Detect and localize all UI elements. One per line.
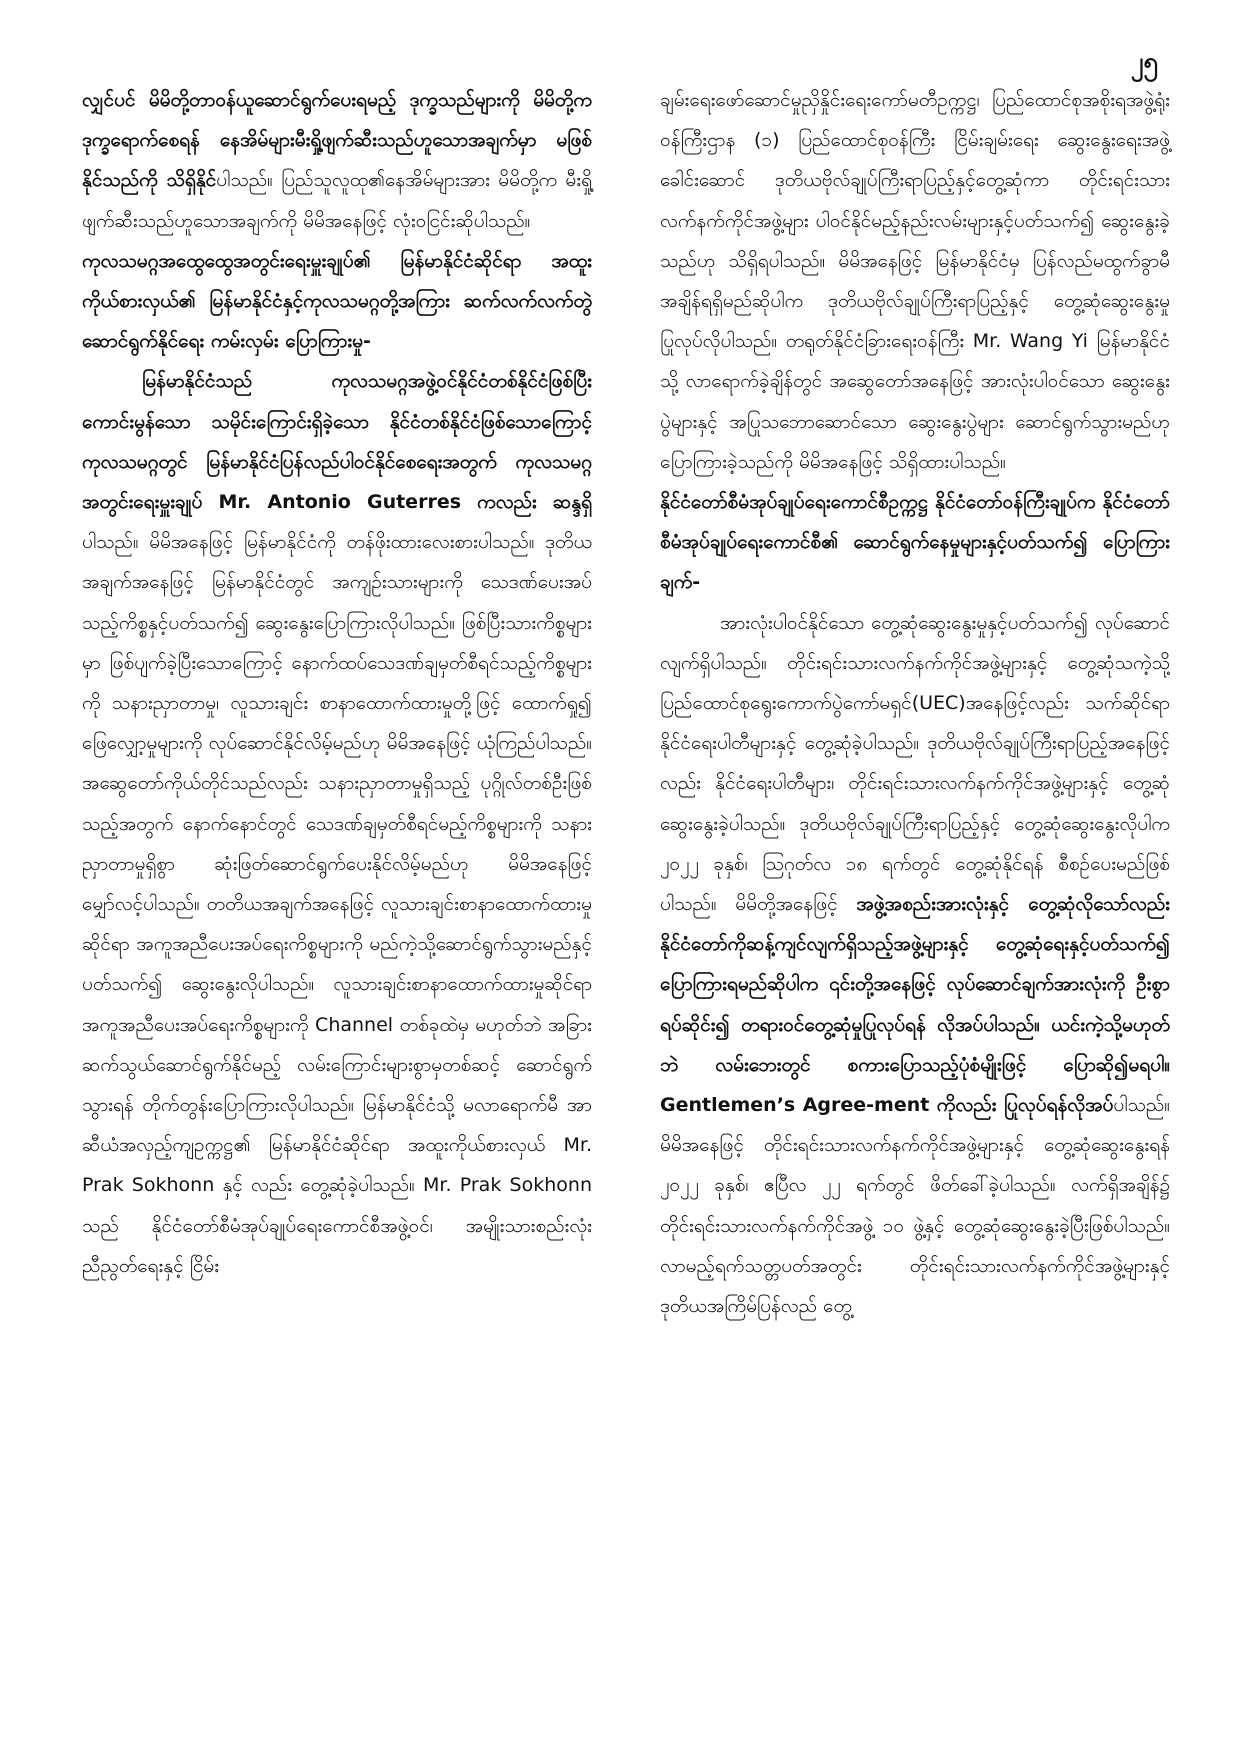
section-heading-un-envoy: ကုလသမဂ္ဂအထွေထွေအတွင်းရေးမှူးချုပ်၏ မြန်မာနိုင်ငံဆိုင်ရာ အထူးကိုယ်စားလှယ်၏ မြန်မာနိုင်ငံနှင့်ကုလသမဂ္ဂတို့အကြား ဆက်လက်လက်တွဲဆောင်ရွက်နိုင်ရေး ကမ်းလှမ်း ပြောကြားမှု-: [82, 249, 592, 353]
bold-statement: လျှင်ပင် မိမိတို့တာဝန်ယူဆောင်ရွက်ပေးရမည့် ဒုက္ခသည်များကို မိမိတို့က ဒုက္ခရောက်စေရန် နေအိမ်များမီးရှို့ဖျက်ဆီးသည်ဟူသောအချက်မှာ မဖြစ်နိုင်သည်ကို သိရှိနိုင်: [82, 89, 592, 192]
paragraph-refugee-homes: [82, 80, 592, 241]
paragraph-un-membership: [82, 361, 592, 1286]
right-column: [660, 80, 1170, 1326]
bold-statement: အဖွဲ့အစည်းအားလုံးနှင့် တွေ့ဆုံလိုသော်လည်း နိုင်ငံတော်ကိုဆန့်ကျင်လျက်ရှိသည့်အဖွဲ့များနှင့် တွေ့ဆုံရေးနှင့်ပတ်သက်၍ ပြောကြားရမည်ဆိုပါက ၎င်းတို့အနေဖြင့် လုပ်ဆောင်ချက်အားလုံးကို ဦးစွာရပ်ဆိုင်း၍ တရားဝင်တွေ့ဆုံမှုပြုလုပ်ရန် လိုအပ်ပါသည်။ ယင်းကဲ့သို့မဟုတ်ဘဲ လမ်းဘေးတွင် စကားပြောသည့်ပုံစံမျိုးဖြင့် ပြောဆို၍မရပါ။ Gentlemen’s Agree-ment ကိုလည်း ပြုလုပ်ရန်လိုအပ်: [660, 893, 1171, 1117]
body-text: ပါသည်။ ပြည်သူလူထု၏နေအိမ်များအား မိမိတို့က မီးရှို့ဖျက်ဆီးသည်ဟူသောအချက်ကို မိမိအနေဖြင့် လုံးဝငြင်းဆိုပါသည်။: [82, 169, 592, 232]
paragraph-peace-talks: ချမ်းရေးဖော်ဆောင်မှုညှိနှိုင်းရေးကော်မတီဥက္ကဋ္ဌ၊ ပြည်ထောင်စုအစိုးရအဖွဲ့ရုံးဝန်ကြီးဌာန (၁) ပြည်ထောင်စုဝန်ကြီး ငြိမ်းချမ်းရေး ဆွေးနွေးရေးအဖွဲ့ခေါင်းဆောင် ဒုတိယဗိုလ်ချုပ်ကြီးရာပြည့်နှင့်တွေ့ဆုံကာ တိုင်းရင်းသားလက်နက်ကိုင်အဖွဲ့များ ပါဝင်နိုင်မည့်နည်းလမ်းများနှင့်ပတ်သက်၍ ဆွေးနွေးခဲ့သည်ဟု သိရှိရပါသည်။ မိမိအနေဖြင့် မြန်မာနိုင်ငံမှ ပြန်လည်မထွက်ခွာမီအချိန်ရရှိမည်ဆိုပါက ဒုတိယဗိုလ်ချုပ်ကြီးရာပြည့်နှင့် တွေ့ဆုံဆွေးနွေးမှု ပြုလုပ်လိုပါသည်။ တရုတ်နိုင်ငံခြားရေးဝန်ကြီး Mr. Wang Yi မြန်မာနိုင်ငံသို့ လာရောက်ခဲ့ချိန်တွင် အဆွေတော်အနေဖြင့် အားလုံးပါဝင်သော ဆွေးနွေးပွဲများနှင့် အပြုသဘောဆောင်သော ဆွေးနွေးပွဲများ ဆောင်ရွက်သွားမည်ဟု ပြောကြားခဲ့သည်ကို မိမိအနေဖြင့် သိရှိထားပါသည်။: [660, 89, 1170, 473]
section-heading-council-chairman: နိုင်ငံတော်စီမံအုပ်ချုပ်ရေးကောင်စီဥက္ကဋ္ဌ နိုင်ငံတော်ဝန်ကြီးချုပ်က နိုင်ငံတော်စီမံအုပ်ချုပ်ရေးကောင်စီ၏ ဆောင်ရွက်နေမှုများနှင့်ပတ်သက်၍ ပြောကြားချက်-: [660, 491, 1170, 594]
body-text-tail: ပါသည်။ မိမိအနေဖြင့် တိုင်းရင်းသားလက်နက်ကိုင်အဖွဲ့များနှင့် တွေ့ဆုံဆွေးနွေးရန် ၂၀၂၂ ခုနှစ်၊ ဧပြီလ ၂၂ ရက်တွင် ဖိတ်ခေါ်ခဲ့ပါသည်။ လက်ရှိအချိန်၌ တိုင်းရင်းသားလက်နက်ကိုင်အဖွဲ့ ၁၀ ဖွဲ့နှင့် တွေ့ဆုံဆွေးနွေးခဲ့ပြီးဖြစ်ပါသည်။ လာမည့်ရက်သတ္တပတ်အတွင်း တိုင်းရင်းသားလက်နက်ကိုင်အဖွဲ့များနှင့် ဒုတိယအကြိမ်ပြန်လည် တွေ့: [660, 1094, 1170, 1318]
page-number: ၂၅: [1130, 47, 1158, 77]
body-text: ပါသည်။ မိမိအနေဖြင့် မြန်မာနိုင်ငံကို တန်ဖိုးထားလေးစားပါသည်။ ဒုတိယအချက်အနေဖြင့် မြန်မာနိုင်ငံတွင် အကျဉ်းသားများကို သေဒဏ်ပေးအပ်သည့်ကိစ္စနှင့်ပတ်သက်၍ ဆွေးနွေးပြောကြားလိုပါသည်။ ဖြစ်ပြီးသားကိစ္စများမှာ ဖြစ်ပျက်ခဲ့ပြီးသောကြောင့် နောက်ထပ်သေဒဏ်ချမှတ်စီရင်သည့်ကိစ္စများကို သနားညှာတာမှု၊ လူသားချင်း စာနာထောက်ထားမှုတို့ဖြင့် ထောက်ရှု၍ ဖြေလျှော့မှုများကို လုပ်ဆောင်နိုင်လိမ့်မည်ဟု မိမိအနေဖြင့် ယုံကြည်ပါသည်။ အဆွေတော်ကိုယ်တိုင်သည်လည်း သနားညှာတာမှုရှိသည့် ပုဂ္ဂိုလ်တစ်ဦးဖြစ်သည့်အတွက် နောက်နောင်တွင် သေဒဏ်ချမှတ်စီရင်မည့်ကိစ္စများကို သနားညှာတာမှုရှိစွာ ဆုံးဖြတ်ဆောင်ရွက်ပေးနိုင်လိမ့်မည်ဟု မိမိအနေဖြင့် မျှော်လင့်ပါသည်။ တတိယအချက်အနေဖြင့် လူသားချင်းစာနာထောက်ထားမှုဆိုင်ရာ အကူအညီပေးအပ်ရေးကိစ္စများကို မည်ကဲ့သို့ဆောင်ရွက်သွားမည်နှင့်ပတ်သက်၍ ဆွေးနွေးလိုပါသည်။ လူသားချင်းစာနာထောက်ထားမှုဆိုင်ရာ အကူအညီပေးအပ်ရေးကိစ္စများကို Channel တစ်ခုထဲမှ မဟုတ်ဘဲ အခြားဆက်သွယ်ဆောင်ရွက်နိုင်မည့် လမ်းကြောင်းများစွာမှတစ်ဆင့် ဆောင်ရွက်သွားရန် တိုက်တွန်းပြောကြားလိုပါသည်။ မြန်မာနိုင်ငံသို့ မလာရောက်မီ အာဆီယံအလှည့်ကျဥက္ကဋ္ဌ၏ မြန်မာနိုင်ငံဆိုင်ရာ အထူးကိုယ်စားလှယ် Mr. Prak Sokhonn နှင့် လည်း တွေ့ဆုံခဲ့ပါသည်။ Mr. Prak Sokhonn သည် နိုင်ငံတော်စီမံအုပ်ချုပ်ရေးကောင်စီအဖွဲ့ဝင်၊ အမျိုးသားစည်းလုံးညီညွတ်ရေးနှင့် ငြိမ်း: [82, 531, 592, 1277]
body-text: အားလုံးပါဝင်နိုင်သော တွေ့ဆုံဆွေးနွေးမှုနှင့်ပတ်သက်၍ လုပ်ဆောင်လျက်ရှိပါသည်။ တိုင်းရင်းသားလက်နက်ကိုင်အဖွဲ့များနှင့် တွေ့ဆုံသကဲ့သို့ ပြည်ထောင်စုရွေးကောက်ပွဲကော်မရှင်(UEC)အနေဖြင့်လည်း သက်ဆိုင်ရာနိုင်ငံရေးပါတီများနှင့် တွေ့ဆုံခဲ့ပါသည်။ ဒုတိယဗိုလ်ချုပ်ကြီးရာပြည့်အနေဖြင့်လည်း နိုင်ငံရေးပါတီများ၊ တိုင်းရင်းသားလက်နက်ကိုင်အဖွဲ့များနှင့် တွေ့ဆုံဆွေးနွေးခဲ့ပါသည်။ ဒုတိယဗိုလ်ချုပ်ကြီးရာပြည့်နှင့် တွေ့ဆုံဆွေးနွေးလိုပါက ၂၀၂၂ ခုနှစ်၊ ဩဂုတ်လ ၁၈ ရက်တွင် တွေ့ဆုံနိုင်ရန် စီစဉ်ပေးမည်ဖြစ်ပါသည်။ မိမိတို့အနေဖြင့်: [660, 611, 1170, 916]
left-column: [82, 80, 592, 1286]
bold-statement: မြန်မာနိုင်ငံသည် ကုလသမဂ္ဂအဖွဲ့ဝင်နိုင်ငံတစ်နိုင်ငံဖြစ်ပြီး ကောင်းမွန်သော သမိုင်းကြောင်းရှိခဲ့သော နိုင်ငံတစ်နိုင်ငံဖြစ်သောကြောင့် ကုလသမဂ္ဂတွင် မြန်မာနိုင်ငံပြန်လည်ပါဝင်နိုင်စေရေးအတွက် ကုလသမဂ္ဂအတွင်းရေးမှူးချုပ် Mr. Antonio Guterres ကလည်း ဆန္ဒရှိ: [82, 370, 592, 514]
paragraph-inclusive-dialogue: [660, 603, 1170, 1327]
